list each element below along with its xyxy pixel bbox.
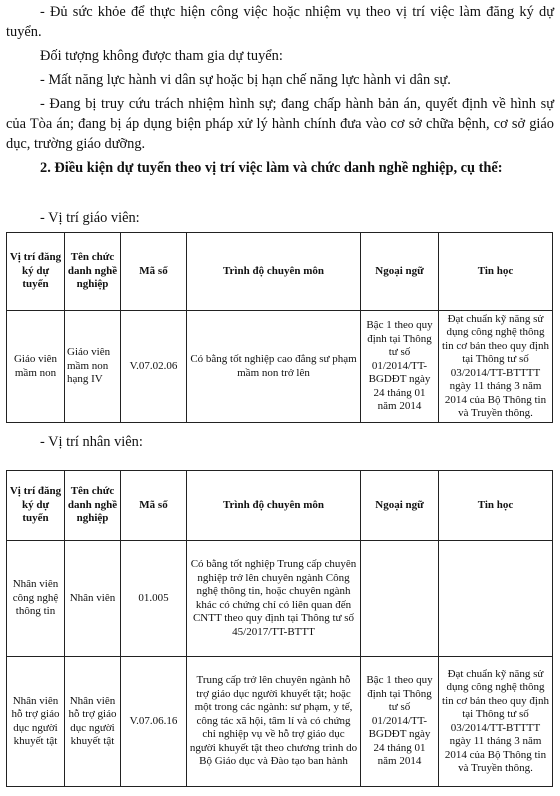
cell-language: Bậc 1 theo quy định tại Thông tư số 01/2014/TT-BGDĐT ngày 24 tháng 01 năm 2014 — [361, 657, 439, 787]
cell-code: V.07.06.16 — [121, 657, 187, 787]
cell-code: 01.005 — [121, 541, 187, 657]
section-2-heading: 2. Điều kiện dự tuyển theo vị trí việc làm và chức danh nghề nghiệp, cụ thể: — [40, 160, 503, 176]
teacher-requirements-table — [6, 232, 553, 423]
table-row — [7, 311, 553, 423]
cell-title: Nhân viên — [65, 541, 121, 657]
ineligible-item-capacity: - Mất năng lực hành vi dân sự hoặc bị hạn chế năng lực hành vi dân sự. — [40, 72, 451, 88]
ineligible-heading: Đối tượng không được tham gia dự tuyển: — [40, 48, 283, 64]
header-code: Mã số — [121, 233, 187, 311]
table-header-row — [7, 233, 553, 311]
header-title: Tên chức danh nghề nghiệp — [65, 233, 121, 311]
header-code: Mã số — [121, 471, 187, 541]
header-language: Ngoại ngữ — [361, 471, 439, 541]
table-row — [7, 657, 553, 787]
table-header-row — [7, 471, 553, 541]
header-language: Ngoại ngữ — [361, 233, 439, 311]
cell-position: Nhân viên công nghệ thông tin — [7, 541, 65, 657]
staff-requirements-table — [6, 470, 553, 787]
header-title: Tên chức danh nghề nghiệp — [65, 471, 121, 541]
header-qualification: Trình độ chuyên môn — [187, 233, 361, 311]
table-row — [7, 541, 553, 657]
ineligible-item-criminal: - Đang bị truy cứu trách nhiệm hình sự; đang chấp hành bản án, quyết định về hình sự của Tòa án; đang bị áp dụng biện pháp xử lý hành chính đưa vào cơ sở chữa bệnh, cơ sở giáo dục, trường giáo dưỡng. — [6, 96, 554, 152]
cell-qualification: Có bằng tốt nghiệp Trung cấp chuyên nghiệp trở lên chuyên ngành Công nghệ thông tin, hoặc chuyên ngành khác có chứng chỉ có liên quan đến CNTT theo quy định tại Thông tư số 45/2017/TT-BTTT — [187, 541, 361, 657]
header-it: Tin học — [439, 471, 553, 541]
header-qualification: Trình độ chuyên môn — [187, 471, 361, 541]
header-position: Vị trí đăng ký dự tuyển — [7, 471, 65, 541]
cell-language: Bậc 1 theo quy định tại Thông tư số 01/2014/TT-BGDĐT ngày 24 tháng 01 năm 2014 — [361, 311, 439, 423]
cell-position: Nhân viên hỗ trợ giáo dục người khuyết tật — [7, 657, 65, 787]
cell-it: Đạt chuẩn kỹ năng sử dụng công nghệ thông tin cơ bản theo quy định tại Thông tư số 03/2014/TT-BTTTT ngày 11 tháng 3 năm 2014 của Bộ Thông tin và Truyền thông. — [439, 657, 553, 787]
cell-title: Nhân viên hỗ trợ giáo dục người khuyết tật — [65, 657, 121, 787]
cell-code: V.07.02.06 — [121, 311, 187, 423]
cell-qualification: Trung cấp trở lên chuyên ngành hỗ trợ giáo dục người khuyết tật; hoặc một trong các ngành: sư phạm, y tế, công tác xã hội, tâm lí và có chứng chỉ nghiệp vụ về hỗ trợ giáo dục người khuyết tật theo chương trình do Bộ Giáo dục và Đào tạo ban hành — [187, 657, 361, 787]
cell-it — [439, 541, 553, 657]
cell-title: Giáo viên mầm non hạng IV — [65, 311, 121, 423]
cell-qualification: Có bằng tốt nghiệp cao đẳng sư phạm mầm non trở lên — [187, 311, 361, 423]
cell-it: Đạt chuẩn kỹ năng sử dụng công nghệ thông tin cơ bản theo quy định tại Thông tư số 03/2014/TT-BTTTT ngày 11 tháng 3 năm 2014 của Bộ Thông tin và Truyền thông. — [439, 311, 553, 423]
teacher-position-label: - Vị trí giáo viên: — [40, 210, 140, 226]
header-it: Tin học — [439, 233, 553, 311]
cell-position: Giáo viên mầm non — [7, 311, 65, 423]
cell-language — [361, 541, 439, 657]
health-requirement-paragraph: - Đủ sức khỏe để thực hiện công việc hoặc nhiệm vụ theo vị trí việc làm đăng ký dự tuyển. — [6, 4, 554, 40]
header-position: Vị trí đăng ký dự tuyển — [7, 233, 65, 311]
staff-position-label: - Vị trí nhân viên: — [40, 434, 143, 450]
